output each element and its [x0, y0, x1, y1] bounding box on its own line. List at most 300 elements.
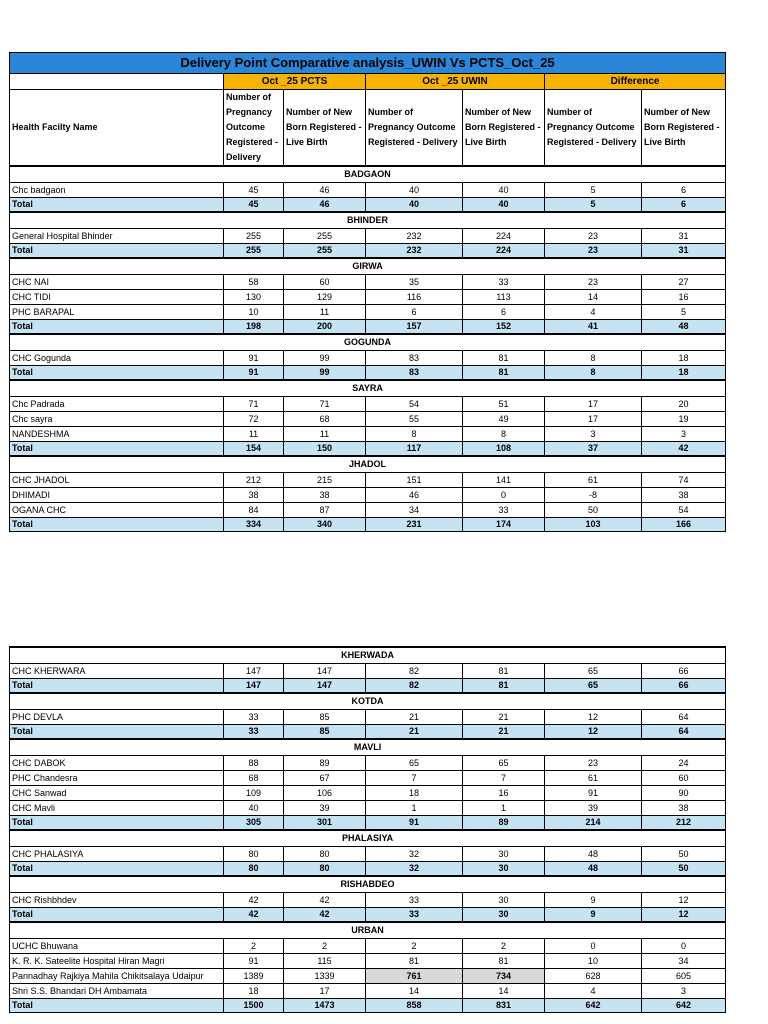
table-row — [10, 351, 726, 366]
value-cell: 7 — [463, 771, 545, 786]
value-cell: 1 — [366, 801, 463, 816]
value-cell: 66 — [642, 664, 726, 679]
value-cell: 81 — [463, 664, 545, 679]
region-row — [10, 380, 726, 397]
table-2-body — [10, 647, 726, 1013]
value-cell: 130 — [224, 290, 284, 305]
total-label: Total — [10, 198, 224, 213]
facility-name: PHC BARAPAL — [10, 305, 224, 320]
region-row — [10, 258, 726, 275]
total-value: 80 — [284, 862, 366, 877]
total-row — [10, 442, 726, 457]
value-cell: 605 — [642, 969, 726, 984]
table-row — [10, 664, 726, 679]
value-cell: 4 — [545, 305, 642, 320]
value-cell: 48 — [545, 847, 642, 862]
facility-name: CHC DABOK — [10, 756, 224, 771]
value-cell: 9 — [545, 893, 642, 908]
facility-name: CHC Sanwad — [10, 786, 224, 801]
value-cell: 90 — [642, 786, 726, 801]
table-row — [10, 893, 726, 908]
total-row — [10, 816, 726, 831]
total-value: 642 — [642, 999, 726, 1013]
facility-name: NANDESHMA — [10, 427, 224, 442]
table-row — [10, 397, 726, 412]
value-cell: 40 — [463, 183, 545, 198]
facility-name: CHC Mavli — [10, 801, 224, 816]
total-row — [10, 908, 726, 923]
value-cell: 6 — [463, 305, 545, 320]
value-cell: 89 — [284, 756, 366, 771]
value-cell: 18 — [366, 786, 463, 801]
value-cell: 67 — [284, 771, 366, 786]
value-cell: 82 — [366, 664, 463, 679]
value-cell: 12 — [642, 893, 726, 908]
value-cell: 80 — [284, 847, 366, 862]
total-value: 80 — [224, 862, 284, 877]
total-label: Total — [10, 442, 224, 457]
header-uwin-born: Number of New Born Registered - Live Birth — [463, 90, 545, 167]
value-cell: 38 — [284, 488, 366, 503]
facility-name: UCHC Bhuwana — [10, 939, 224, 954]
value-cell: 60 — [642, 771, 726, 786]
value-cell: 45 — [224, 183, 284, 198]
total-value: 33 — [366, 908, 463, 923]
region-row — [10, 922, 726, 939]
total-value: 91 — [224, 366, 284, 381]
facility-name: PHC DEVLA — [10, 710, 224, 725]
total-value: 200 — [284, 320, 366, 335]
region-name: BADGAON — [10, 166, 726, 183]
value-cell: 5 — [545, 183, 642, 198]
value-cell: 72 — [224, 412, 284, 427]
total-value: 12 — [642, 908, 726, 923]
comparison-table-part-2 — [9, 646, 726, 1013]
total-value: 232 — [366, 244, 463, 259]
table-row — [10, 275, 726, 290]
total-value: 66 — [642, 679, 726, 694]
value-cell: 40 — [224, 801, 284, 816]
value-cell: 32 — [366, 847, 463, 862]
value-cell: 14 — [366, 984, 463, 999]
total-value: 117 — [366, 442, 463, 457]
value-cell: 64 — [642, 710, 726, 725]
value-cell: 3 — [642, 427, 726, 442]
total-value: 255 — [284, 244, 366, 259]
region-name: RISHABDEO — [10, 876, 726, 893]
value-cell: 8 — [545, 351, 642, 366]
value-cell: 33 — [366, 893, 463, 908]
total-value: 32 — [366, 862, 463, 877]
value-cell: 1389 — [224, 969, 284, 984]
total-value: 174 — [463, 518, 545, 532]
total-value: 231 — [366, 518, 463, 532]
value-cell: 80 — [224, 847, 284, 862]
value-cell: 0 — [545, 939, 642, 954]
total-value: 255 — [224, 244, 284, 259]
total-value: 21 — [366, 725, 463, 740]
value-cell: 6 — [642, 183, 726, 198]
table-row — [10, 801, 726, 816]
value-cell: 115 — [284, 954, 366, 969]
region-row — [10, 830, 726, 847]
value-cell: 14 — [463, 984, 545, 999]
region-row — [10, 739, 726, 756]
value-cell: 30 — [463, 847, 545, 862]
value-cell: 1 — [463, 801, 545, 816]
facility-name: Chc sayra — [10, 412, 224, 427]
value-cell: 0 — [642, 939, 726, 954]
value-cell: 232 — [366, 229, 463, 244]
total-value: 305 — [224, 816, 284, 831]
value-cell: 91 — [545, 786, 642, 801]
total-value: 334 — [224, 518, 284, 532]
value-cell: 31 — [642, 229, 726, 244]
total-row — [10, 725, 726, 740]
total-row — [10, 198, 726, 213]
value-cell: 65 — [545, 664, 642, 679]
value-cell: 55 — [366, 412, 463, 427]
total-value: 81 — [463, 679, 545, 694]
header-pcts-born: Number of New Born Registered - Live Birth — [284, 90, 366, 167]
total-value: 154 — [224, 442, 284, 457]
total-row — [10, 366, 726, 381]
value-cell: 91 — [224, 954, 284, 969]
table-row — [10, 847, 726, 862]
table-row — [10, 954, 726, 969]
region-row — [10, 334, 726, 351]
value-cell: 255 — [224, 229, 284, 244]
table-1-body — [10, 53, 726, 532]
total-value: 157 — [366, 320, 463, 335]
value-cell: 85 — [284, 710, 366, 725]
value-cell: 3 — [642, 984, 726, 999]
total-value: 23 — [545, 244, 642, 259]
region-row — [10, 166, 726, 183]
value-cell: 8 — [366, 427, 463, 442]
total-value: 150 — [284, 442, 366, 457]
value-cell: 0 — [463, 488, 545, 503]
region-name: GIRWA — [10, 258, 726, 275]
value-cell: 11 — [284, 427, 366, 442]
value-cell: 30 — [463, 893, 545, 908]
facility-name: CHC Rishbhdev — [10, 893, 224, 908]
facility-name: CHC Gogunda — [10, 351, 224, 366]
value-cell: 19 — [642, 412, 726, 427]
facility-name: CHC KHERWARA — [10, 664, 224, 679]
total-value: 85 — [284, 725, 366, 740]
value-cell: 147 — [284, 664, 366, 679]
value-cell: 65 — [366, 756, 463, 771]
region-row — [10, 212, 726, 229]
value-cell: 106 — [284, 786, 366, 801]
value-cell: 50 — [545, 503, 642, 518]
total-value: 82 — [366, 679, 463, 694]
value-cell: 129 — [284, 290, 366, 305]
value-cell: 60 — [284, 275, 366, 290]
total-value: 99 — [284, 366, 366, 381]
blank-header-cell — [10, 74, 224, 90]
facility-name: CHC TIDI — [10, 290, 224, 305]
value-cell: 17 — [545, 397, 642, 412]
header-pcts-preg: Number of Pregnancy Outcome Registered - Delivery — [224, 90, 284, 167]
value-cell: 81 — [463, 954, 545, 969]
value-cell: 734 — [463, 969, 545, 984]
value-cell: 33 — [463, 275, 545, 290]
total-value: 45 — [224, 198, 284, 213]
value-cell: 87 — [284, 503, 366, 518]
total-value: 224 — [463, 244, 545, 259]
region-name: GOGUNDA — [10, 334, 726, 351]
value-cell: 34 — [642, 954, 726, 969]
total-row — [10, 320, 726, 335]
total-value: 40 — [366, 198, 463, 213]
total-value: 30 — [463, 862, 545, 877]
comparison-table-part-1 — [9, 52, 726, 532]
header-uwin-preg: Number of Pregnancy Outcome Registered - Delivery — [366, 90, 463, 167]
total-value: 65 — [545, 679, 642, 694]
total-value: 42 — [224, 908, 284, 923]
total-value: 108 — [463, 442, 545, 457]
value-cell: 33 — [463, 503, 545, 518]
value-cell: 58 — [224, 275, 284, 290]
value-cell: 2 — [224, 939, 284, 954]
value-cell: 16 — [642, 290, 726, 305]
total-value: 5 — [545, 198, 642, 213]
value-cell: 23 — [545, 229, 642, 244]
value-cell: 18 — [224, 984, 284, 999]
value-cell: 61 — [545, 771, 642, 786]
value-cell: 71 — [224, 397, 284, 412]
table-row — [10, 229, 726, 244]
value-cell: 39 — [284, 801, 366, 816]
value-cell: 12 — [545, 710, 642, 725]
value-cell: 42 — [284, 893, 366, 908]
value-cell: -8 — [545, 488, 642, 503]
region-name: KOTDA — [10, 693, 726, 710]
total-value: 41 — [545, 320, 642, 335]
value-cell: 54 — [366, 397, 463, 412]
total-value: 46 — [284, 198, 366, 213]
total-value: 91 — [366, 816, 463, 831]
value-cell: 42 — [224, 893, 284, 908]
region-name: MAVLI — [10, 739, 726, 756]
total-value: 42 — [642, 442, 726, 457]
region-name: URBAN — [10, 922, 726, 939]
table-row — [10, 771, 726, 786]
table-row — [10, 969, 726, 984]
total-value: 152 — [463, 320, 545, 335]
value-cell: 2 — [284, 939, 366, 954]
value-cell: 17 — [545, 412, 642, 427]
total-value: 18 — [642, 366, 726, 381]
value-cell: 99 — [284, 351, 366, 366]
value-cell: 7 — [366, 771, 463, 786]
region-name: JHADOL — [10, 456, 726, 473]
total-value: 50 — [642, 862, 726, 877]
value-cell: 17 — [284, 984, 366, 999]
facility-name: Chc Padrada — [10, 397, 224, 412]
total-value: 83 — [366, 366, 463, 381]
total-value: 214 — [545, 816, 642, 831]
value-cell: 141 — [463, 473, 545, 488]
table-row — [10, 756, 726, 771]
region-row — [10, 647, 726, 664]
value-cell: 2 — [366, 939, 463, 954]
value-cell: 11 — [284, 305, 366, 320]
value-cell: 38 — [642, 801, 726, 816]
total-value: 1500 — [224, 999, 284, 1013]
value-cell: 61 — [545, 473, 642, 488]
column-header-row — [10, 90, 726, 167]
total-label: Total — [10, 679, 224, 694]
total-row — [10, 518, 726, 532]
value-cell: 46 — [366, 488, 463, 503]
value-cell: 91 — [224, 351, 284, 366]
value-cell: 68 — [284, 412, 366, 427]
facility-name: K. R. K. Sateelite Hospital Hiran Magri — [10, 954, 224, 969]
value-cell: 49 — [463, 412, 545, 427]
value-cell: 18 — [642, 351, 726, 366]
facility-name: CHC PHALASIYA — [10, 847, 224, 862]
value-cell: 16 — [463, 786, 545, 801]
value-cell: 27 — [642, 275, 726, 290]
value-cell: 81 — [463, 351, 545, 366]
value-cell: 10 — [224, 305, 284, 320]
value-cell: 761 — [366, 969, 463, 984]
header-diff-preg: Number of Pregnancy Outcome Registered - Delivery — [545, 90, 642, 167]
total-value: 147 — [284, 679, 366, 694]
value-cell: 54 — [642, 503, 726, 518]
total-row — [10, 679, 726, 694]
value-cell: 68 — [224, 771, 284, 786]
total-row — [10, 862, 726, 877]
facility-name: CHC JHADOL — [10, 473, 224, 488]
value-cell: 65 — [463, 756, 545, 771]
total-value: 37 — [545, 442, 642, 457]
value-cell: 224 — [463, 229, 545, 244]
value-cell: 113 — [463, 290, 545, 305]
value-cell: 21 — [366, 710, 463, 725]
total-row — [10, 244, 726, 259]
table-row — [10, 503, 726, 518]
region-name: PHALASIYA — [10, 830, 726, 847]
total-value: 166 — [642, 518, 726, 532]
total-value: 42 — [284, 908, 366, 923]
group-header-row — [10, 74, 726, 90]
value-cell: 40 — [366, 183, 463, 198]
value-cell: 35 — [366, 275, 463, 290]
value-cell: 6 — [366, 305, 463, 320]
total-row — [10, 999, 726, 1013]
value-cell: 34 — [366, 503, 463, 518]
value-cell: 74 — [642, 473, 726, 488]
total-value: 858 — [366, 999, 463, 1013]
total-value: 642 — [545, 999, 642, 1013]
total-label: Total — [10, 366, 224, 381]
total-value: 301 — [284, 816, 366, 831]
value-cell: 147 — [224, 664, 284, 679]
table-row — [10, 412, 726, 427]
total-label: Total — [10, 518, 224, 532]
value-cell: 151 — [366, 473, 463, 488]
region-row — [10, 693, 726, 710]
total-value: 64 — [642, 725, 726, 740]
value-cell: 71 — [284, 397, 366, 412]
value-cell: 51 — [463, 397, 545, 412]
value-cell: 1339 — [284, 969, 366, 984]
table-row — [10, 305, 726, 320]
table-row — [10, 984, 726, 999]
total-value: 48 — [545, 862, 642, 877]
total-value: 31 — [642, 244, 726, 259]
group-pcts: Oct _25 PCTS — [224, 74, 366, 90]
region-row — [10, 876, 726, 893]
header-facility: Health Facilty Name — [10, 90, 224, 167]
value-cell: 83 — [366, 351, 463, 366]
total-value: 9 — [545, 908, 642, 923]
total-value: 340 — [284, 518, 366, 532]
total-value: 81 — [463, 366, 545, 381]
table-row — [10, 939, 726, 954]
total-value: 33 — [224, 725, 284, 740]
value-cell: 23 — [545, 756, 642, 771]
region-name: SAYRA — [10, 380, 726, 397]
total-label: Total — [10, 816, 224, 831]
total-value: 212 — [642, 816, 726, 831]
total-value: 103 — [545, 518, 642, 532]
total-label: Total — [10, 244, 224, 259]
value-cell: 84 — [224, 503, 284, 518]
value-cell: 116 — [366, 290, 463, 305]
total-label: Total — [10, 908, 224, 923]
facility-name: Pannadhay Rajkiya Mahila Chikitsalaya Udaipur — [10, 969, 224, 984]
value-cell: 11 — [224, 427, 284, 442]
value-cell: 628 — [545, 969, 642, 984]
total-label: Total — [10, 320, 224, 335]
value-cell: 81 — [366, 954, 463, 969]
facility-name: DHIMADI — [10, 488, 224, 503]
value-cell: 14 — [545, 290, 642, 305]
value-cell: 24 — [642, 756, 726, 771]
group-uwin: Oct _25 UWIN — [366, 74, 545, 90]
facility-name: OGANA CHC — [10, 503, 224, 518]
value-cell: 38 — [642, 488, 726, 503]
facility-name: PHC Chandesra — [10, 771, 224, 786]
total-value: 21 — [463, 725, 545, 740]
total-value: 147 — [224, 679, 284, 694]
facility-name: Shri S.S. Bhandari DH Ambamata — [10, 984, 224, 999]
region-row — [10, 456, 726, 473]
title-row — [10, 53, 726, 74]
facility-name: General Hospital Bhinder — [10, 229, 224, 244]
value-cell: 255 — [284, 229, 366, 244]
value-cell: 38 — [224, 488, 284, 503]
total-value: 8 — [545, 366, 642, 381]
total-value: 12 — [545, 725, 642, 740]
value-cell: 50 — [642, 847, 726, 862]
value-cell: 3 — [545, 427, 642, 442]
value-cell: 39 — [545, 801, 642, 816]
value-cell: 88 — [224, 756, 284, 771]
value-cell: 23 — [545, 275, 642, 290]
table-row — [10, 786, 726, 801]
table-row — [10, 710, 726, 725]
table-row — [10, 427, 726, 442]
value-cell: 46 — [284, 183, 366, 198]
total-value: 40 — [463, 198, 545, 213]
value-cell: 21 — [463, 710, 545, 725]
